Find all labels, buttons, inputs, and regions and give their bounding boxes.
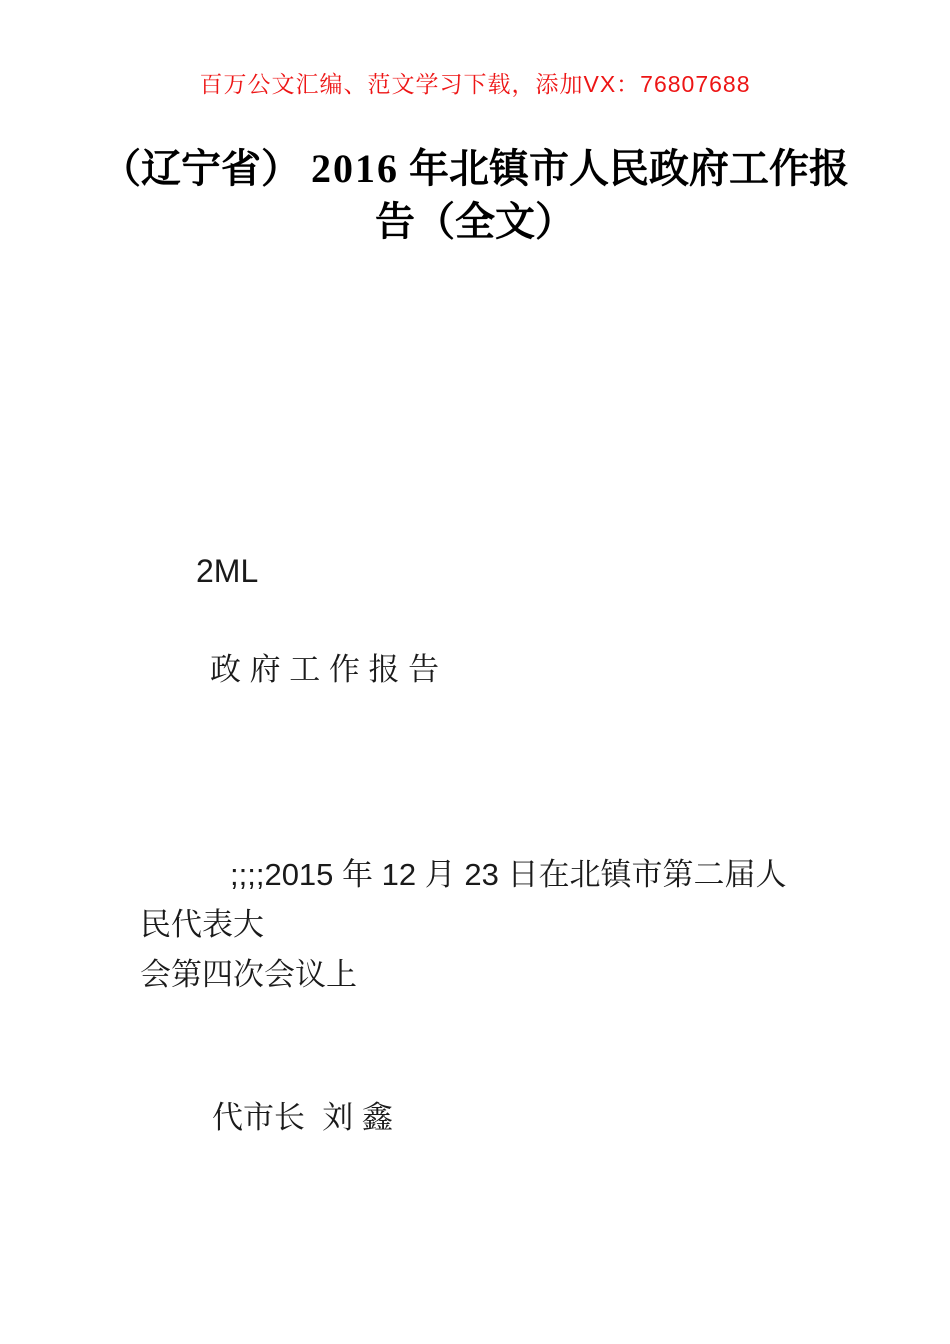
- title-year: 2016: [311, 146, 399, 191]
- promo-banner: 百万公文汇编、范文学习下载，添加VX：76807688: [199, 71, 751, 97]
- signature-line: 代市长 刘 鑫: [212, 1100, 393, 1135]
- title-line2: 告（全文）: [375, 200, 575, 244]
- date-line-2: 会第四次会议上: [140, 957, 357, 992]
- date-paragraph: [140, 850, 812, 1000]
- title-prefix: （辽宁省）: [101, 147, 301, 191]
- title-suffix: 年北镇市人民政府工作报: [409, 147, 849, 191]
- document-title: [75, 142, 875, 249]
- date-line-1: ;;;;2015 年 12 月 23 日在北镇市第二届人民代表大: [140, 857, 787, 942]
- code-text: 2ML: [196, 553, 259, 589]
- report-heading: 政 府 工 作 报 告: [210, 652, 440, 687]
